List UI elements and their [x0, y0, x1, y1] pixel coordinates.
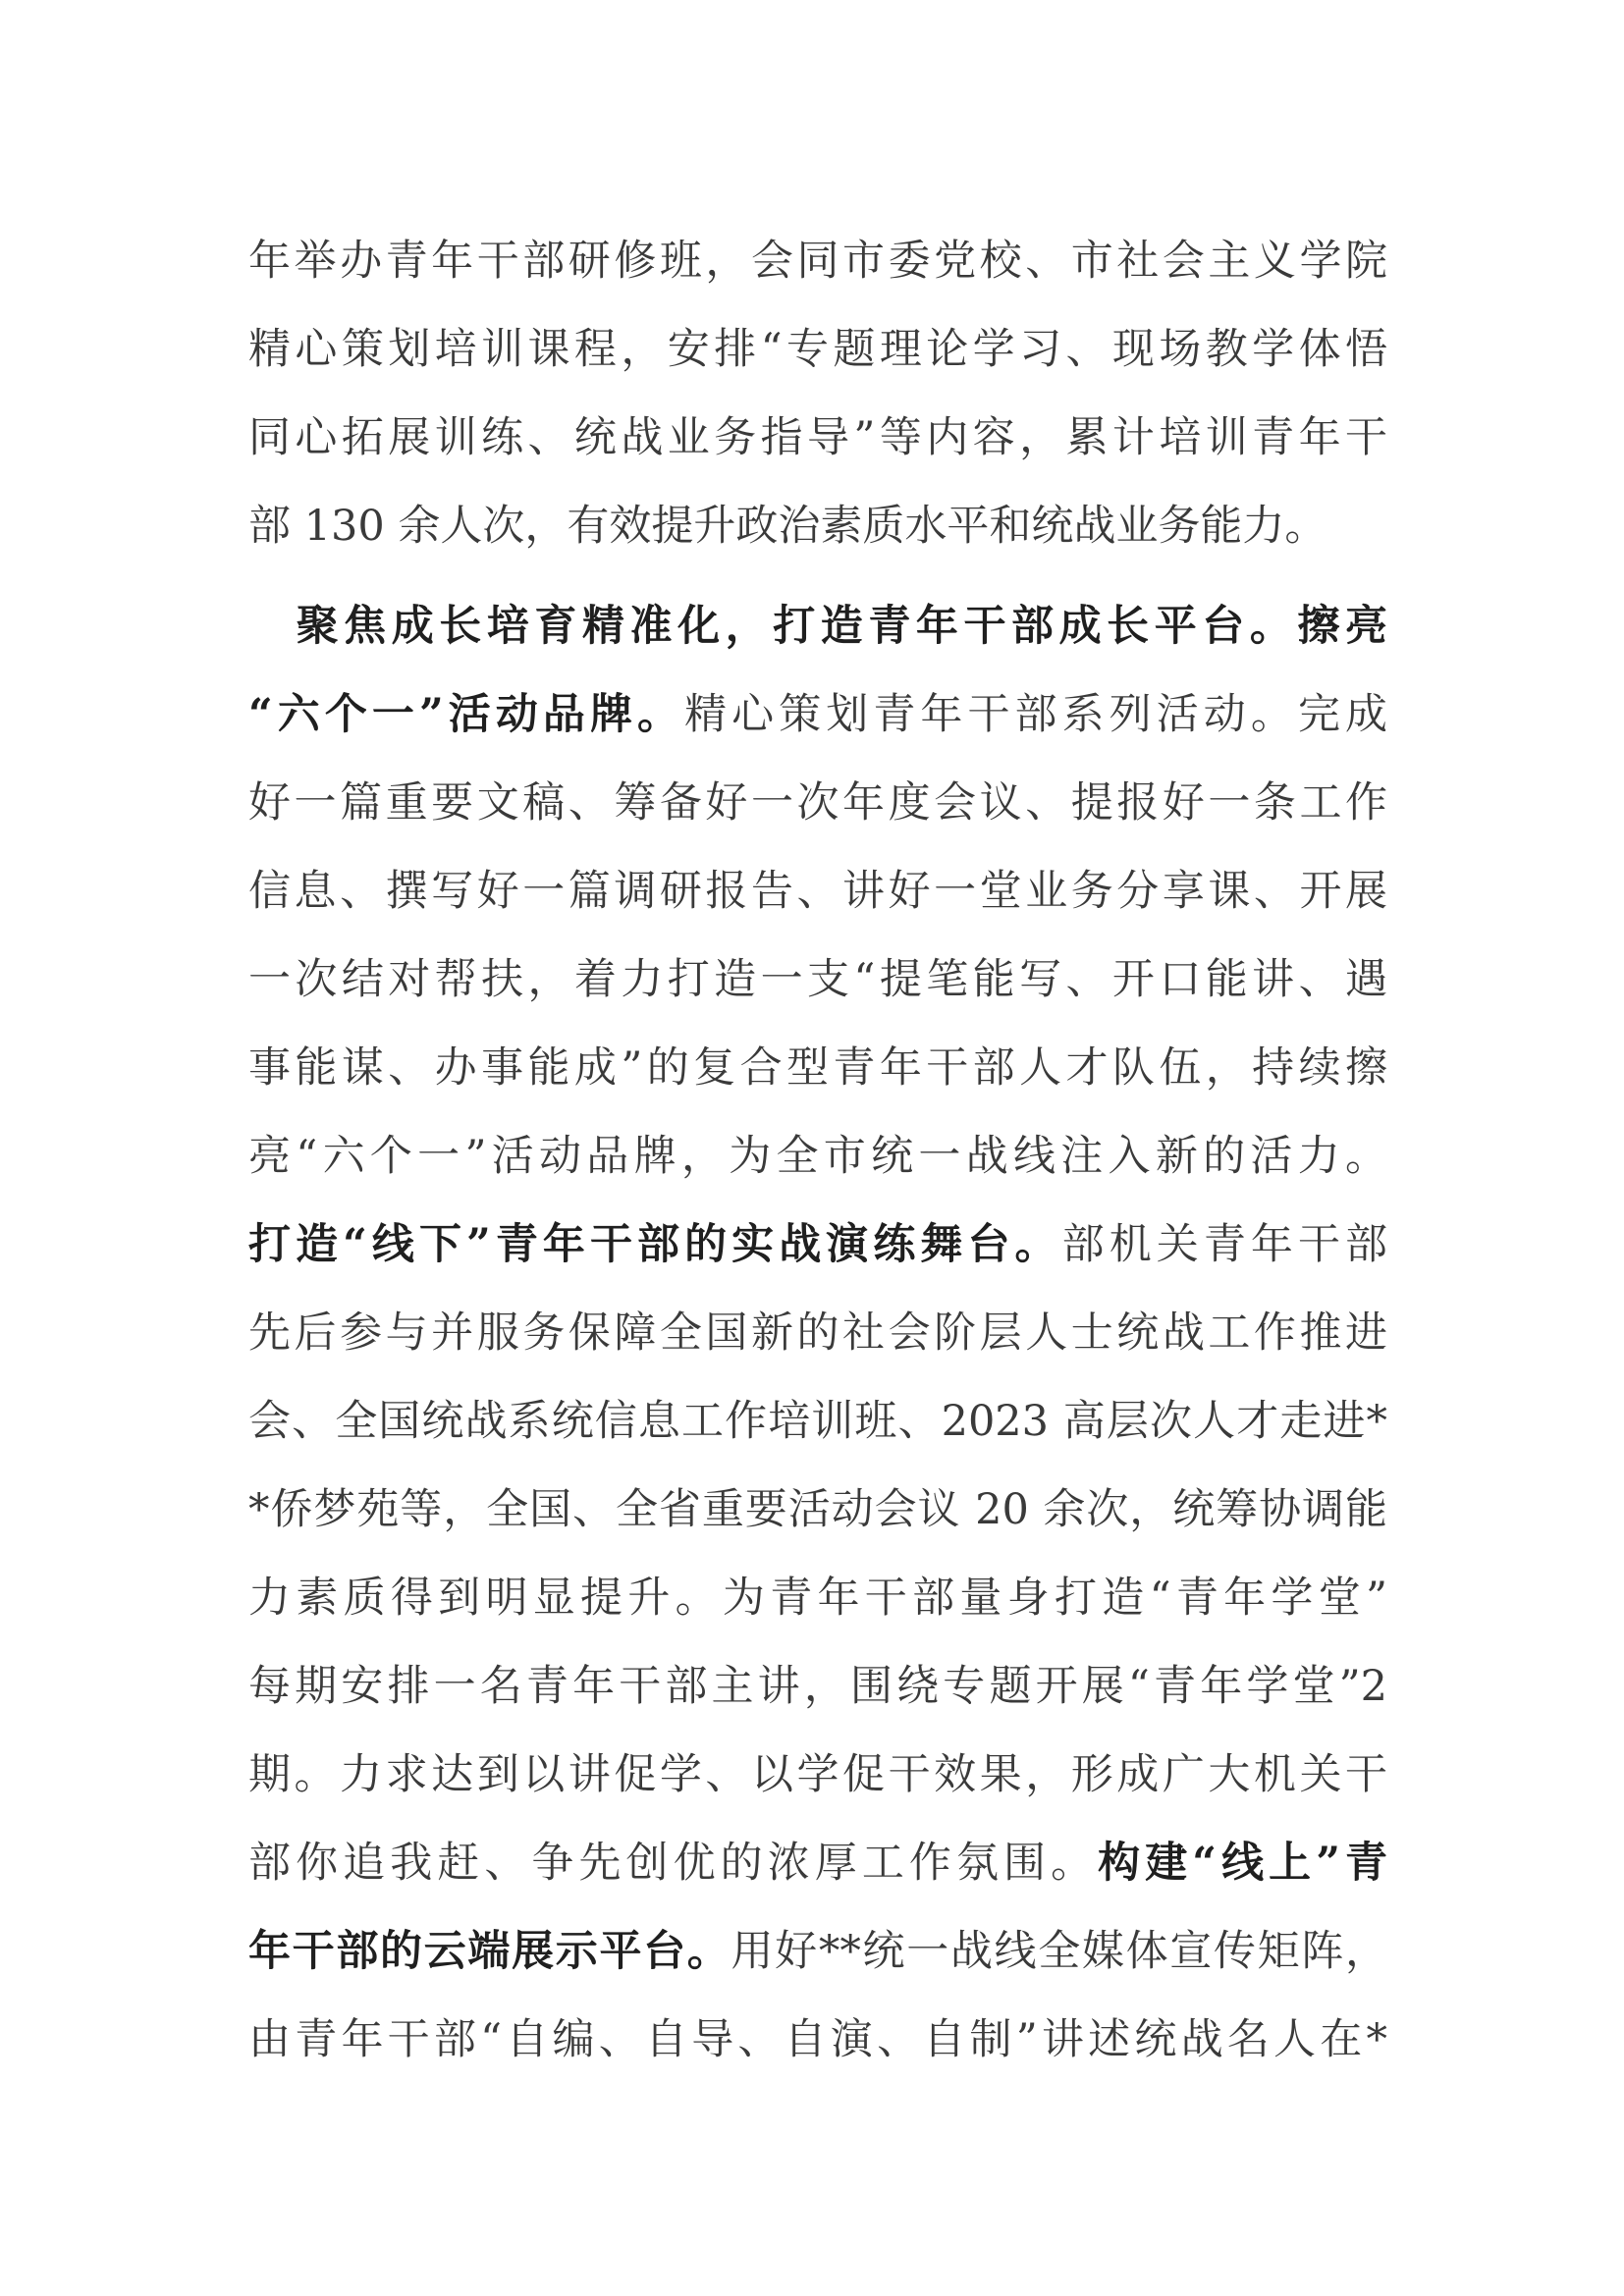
text-line: [248, 1112, 1387, 1201]
text-line: [248, 1731, 1387, 1819]
text-run: 同心拓展训练、统战业务指导”等内容，累计培训青年干: [248, 413, 1387, 462]
text-run: 精心策划青年干部系列活动。完成: [684, 690, 1388, 739]
text-run: 亮“六个一”活动品牌，为全市统一战线注入新的活力。: [248, 1132, 1387, 1181]
text-line: [248, 1996, 1387, 2084]
text-run: 期。力求达到以讲促学、以学促干效果，形成广大机关干: [248, 1750, 1387, 1799]
text-run: 由青年干部“自编、自导、自演、自制”讲述统战名人在*: [248, 2015, 1387, 2064]
text-run: *侨梦苑等，全国、全省重要活动会议 20 余次，统筹协调能: [248, 1485, 1387, 1534]
text-run: 每期安排一名青年干部主讲，围绕专题开展“青年学堂”2: [248, 1662, 1387, 1711]
text-line: [248, 217, 1387, 305]
bold-heading-run: “六个一”活动品牌。: [248, 690, 685, 739]
text-line: [248, 1907, 1387, 1996]
text-line: [248, 935, 1387, 1024]
bold-heading-run: 打造“线下”青年干部的实战演练舞台。: [248, 1220, 1062, 1269]
bold-heading-run: 构建“线上”青: [1098, 1839, 1388, 1888]
bold-heading-run: 聚焦成长培育精准化，打造青年干部成长平台。擦亮: [248, 602, 1387, 651]
text-line: [248, 1554, 1387, 1642]
text-run: 部 130 余人次，有效提升政治素质水平和统战业务能力。: [248, 502, 1327, 551]
text-run: 年举办青年干部研修班，会同市委党校、市社会主义学院: [248, 237, 1387, 286]
text-line: [248, 394, 1387, 482]
text-line: [248, 1466, 1387, 1554]
text-line: [248, 305, 1387, 394]
text-line: [248, 1289, 1387, 1377]
text-line: [248, 1819, 1387, 1907]
text-run: 好一篇重要文稿、筹备好一次年度会议、提报好一条工作: [248, 778, 1387, 828]
text-run: 精心策划培训课程，安排“专题理论学习、现场教学体悟: [248, 325, 1387, 374]
text-run: 先后参与并服务保障全国新的社会阶层人士统战工作推进: [248, 1308, 1387, 1358]
text-line: [248, 759, 1387, 847]
text-run: 部你追我赶、争先创优的浓厚工作氛围。: [248, 1839, 1099, 1888]
paragraph-heading-line: [248, 582, 1387, 670]
text-run: 会、全国统战系统信息工作培训班、2023 高层次人才走进*: [248, 1397, 1387, 1446]
text-run: 一次结对帮扶，着力打造一支“提笔能写、开口能讲、遇: [248, 955, 1387, 1004]
text-run: 用好**统一战线全媒体宣传矩阵，: [731, 1927, 1388, 1976]
text-line: [248, 1201, 1387, 1289]
text-line: [248, 482, 1387, 570]
text-line: [248, 1024, 1387, 1112]
text-line: [248, 1642, 1387, 1731]
bold-heading-run: 年干部的云端展示平台。: [248, 1927, 731, 1976]
text-line: [248, 847, 1387, 935]
text-line: [248, 670, 1387, 759]
text-line: [248, 1377, 1387, 1466]
text-run: 力素质得到明显提升。为青年干部量身打造“青年学堂”: [248, 1574, 1387, 1623]
text-run: 部机关青年干部: [1061, 1220, 1388, 1269]
text-run: 信息、撰写好一篇调研报告、讲好一堂业务分享课、开展: [248, 867, 1387, 916]
text-run: 事能谋、办事能成”的复合型青年干部人才队伍，持续擦: [248, 1043, 1387, 1093]
